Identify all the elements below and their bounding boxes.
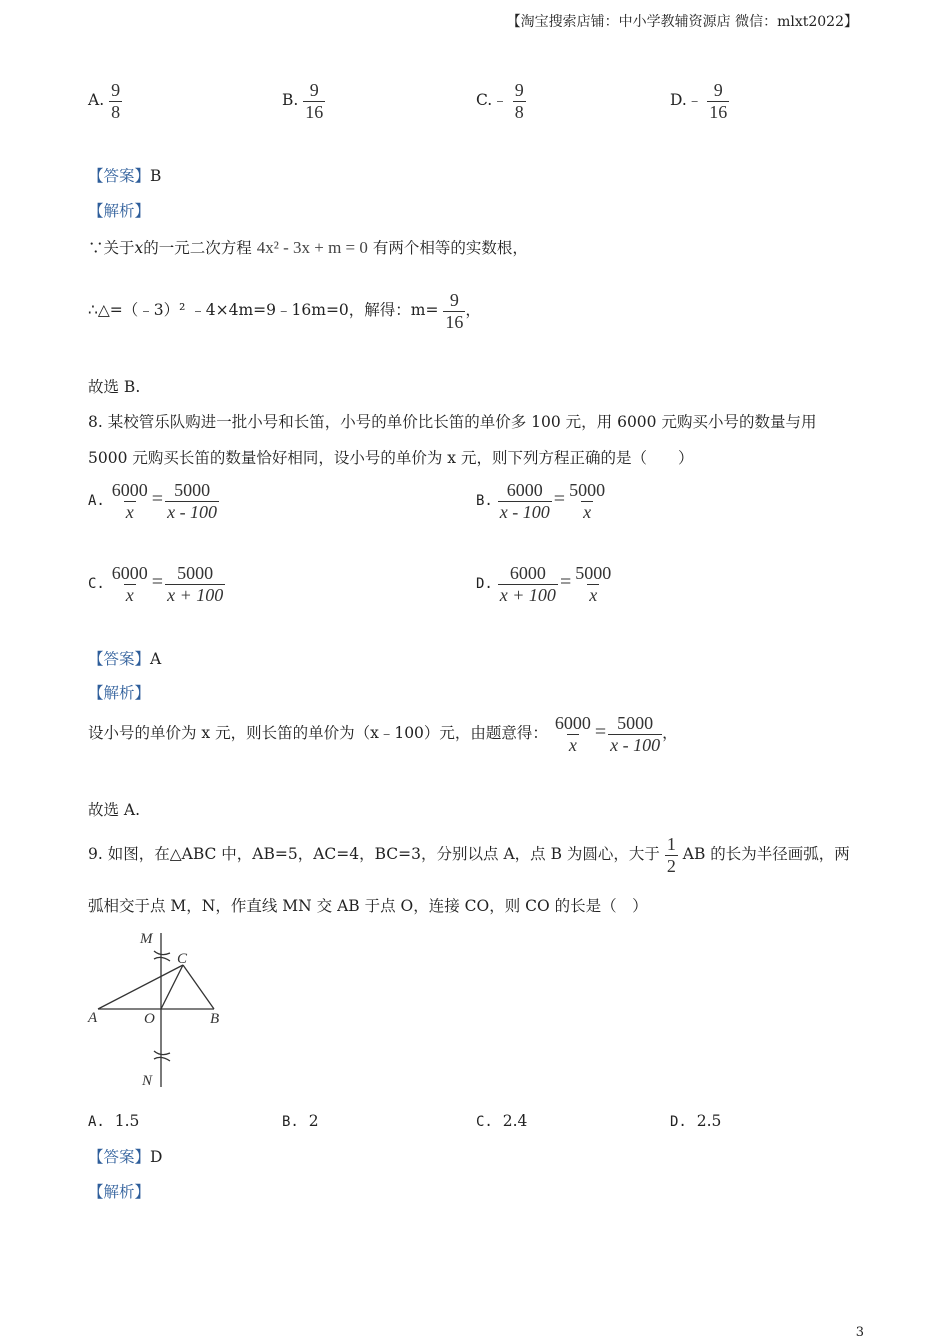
q7-option-c: C.﹣ $\frac{9}{8}$: [476, 80, 524, 122]
q9-option-b: B. 2: [282, 1112, 319, 1130]
q7-conclusion: 故选 B.: [88, 378, 141, 396]
page-number: 3: [855, 1325, 864, 1340]
label-a: A: [88, 1010, 98, 1026]
fraction: $\frac{9}{16}$: [709, 80, 728, 122]
q9-question-line1: 9. 如图，在△ABC 中，AB=5，AC=4，BC=3，分别以点 A，点 B 为圆心，大于 $\frac{1}{2}$ AB 的长为半径画弧，两: [88, 834, 850, 876]
q9-question-line2: 弧相交于点 M，N，作直线 MN 交 AB 于点 O，连接 CO，则 CO 的长是（ ）: [88, 897, 648, 915]
q9-option-a: A. 1.5: [88, 1112, 140, 1130]
q8-analysis-line: 设小号的单价为 x 元，则长笛的单价为（x﹣100）元，由题意得： $\frac{6000}{x}$ = $\frac{5000}{x - 100}$ ，: [88, 713, 678, 755]
q8-answer: 【答案】A: [88, 650, 162, 668]
segment-co: [161, 965, 183, 1009]
label-m: M: [140, 931, 153, 947]
arc-mark-top: [154, 951, 170, 955]
segment-bc: [183, 965, 214, 1009]
arc-mark-top-2: [154, 957, 170, 961]
q7-analysis-line2: ∴△=（﹣3）² ﹣4×4m=9﹣16m=0，解得：m= $\frac{9}{16}$ ，: [88, 290, 481, 332]
q8-conclusion: 故选 A.: [88, 801, 141, 819]
fraction: $\frac{9}{16}$: [305, 80, 324, 122]
q8-question-line2: 5000 元购买长笛的数量恰好相同，设小号的单价为 x 元，则下列方程正确的是（ ）: [88, 449, 694, 467]
fraction: $\frac{9}{8}$: [111, 80, 121, 122]
q7-option-a: A. $\frac{9}{8}$: [88, 80, 121, 122]
q7-analysis-line1: ∵关于x的一元二次方程 4x² - 3x + m = 0 有两个相等的实数根，: [88, 238, 528, 257]
arc-mark-bottom: [154, 1051, 170, 1055]
label-c: C: [177, 951, 188, 967]
q9-triangle-figure: [80, 925, 240, 1095]
page-header: 【淘宝搜索店铺：中小学教辅资源店 微信：mlxt2022】: [506, 14, 858, 30]
q8-option-c: C. $\frac{6000}{x}$ = $\frac{5000}{x + 100}$: [88, 563, 224, 605]
fraction: $\frac{9}{8}$: [514, 80, 524, 122]
q8-option-b: B. $\frac{6000}{x - 100}$ = $\frac{5000}{x}$: [476, 480, 606, 522]
label-n: N: [142, 1073, 153, 1089]
arc-mark-bottom-2: [154, 1057, 170, 1061]
fraction: $\frac{9}{16}$: [445, 290, 464, 332]
label-b: B: [210, 1011, 220, 1027]
q7-option-d: D.﹣ $\frac{9}{16}$: [670, 80, 728, 122]
q7-analysis-tag: 【解析】: [88, 202, 151, 220]
q9-answer: 【答案】D: [88, 1148, 163, 1166]
label-o: O: [144, 1011, 155, 1027]
q8-option-d: D. $\frac{6000}{x + 100}$ = $\frac{5000}{x}$: [476, 563, 612, 605]
segment-ac: [98, 965, 183, 1009]
q9-option-c: C. 2.4: [476, 1112, 528, 1130]
q8-option-a: A. $\frac{6000}{x}$ = $\frac{5000}{x - 100}$: [88, 480, 218, 522]
equation: 4x² - 3x + m = 0: [256, 238, 368, 257]
q8-question-line1: 8. 某校管乐队购进一批小号和长笛，小号的单价比长笛的单价多 100 元，用 6000 元购买小号的数量与用: [88, 413, 817, 431]
q7-answer: 【答案】B: [88, 167, 162, 185]
q9-option-d: D. 2.5: [670, 1112, 722, 1130]
q7-option-b: B. $\frac{9}{16}$: [282, 80, 324, 122]
q9-analysis-tag: 【解析】: [88, 1183, 151, 1201]
q8-analysis-tag: 【解析】: [88, 684, 151, 702]
